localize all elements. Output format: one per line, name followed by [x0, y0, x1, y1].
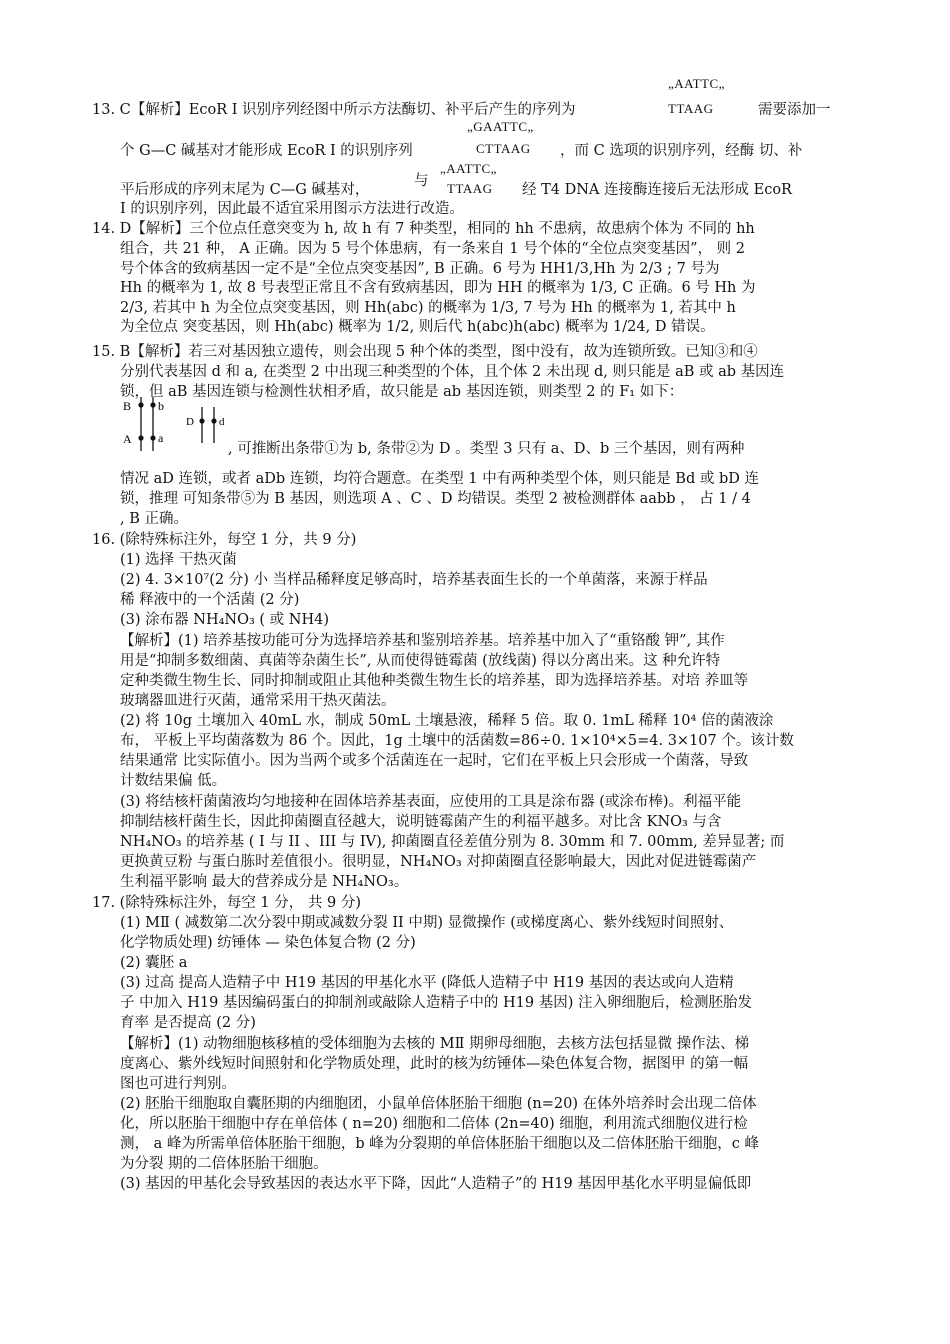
- text-line: ，而 C 选项的识别序列，经酶 切、补: [560, 143, 803, 159]
- text-line: 化学物质处理) 纺锤体 — 染色体复合物 (2 分): [120, 935, 416, 951]
- text-line: (3) 基因的甲基化会导致基因的表达水平下降，因此“人造精子”的 H19 基因甲基化水平明显偏低即: [120, 1176, 752, 1192]
- text-line: 图也可进行判别。: [120, 1076, 236, 1092]
- text-line: NH₄NO₃ 的培养基 ( I 与 II 、III 与 IV), 抑菌圈直径差值分别为 8. 30mm 和 7. 00mm, 差异显著; 而: [120, 834, 785, 850]
- text-line: 结果通常 比实际值小。因为当两个或多个活菌连在一起时，它们在平板上只会形成一个菌落，导致: [120, 753, 749, 769]
- locus-dot: [150, 435, 155, 440]
- text-line: 玻璃器皿进行灭菌，通常采用干热灭菌法。: [120, 693, 396, 709]
- sequence-top-2: „GAATTC„: [467, 119, 534, 134]
- text-line: 组合，共 21 种， A 正确。因为 5 号个体患病，有一条来自 1 号个体的“全位点突变基因”， 则 2: [120, 241, 746, 257]
- text-line: , B 正确。: [120, 511, 188, 527]
- text-line: 测， a 峰为所需单倍体胚胎干细胞，b 峰为分裂期的单倍体胚胎干细胞以及二倍体胚胎干细胞，c 峰: [120, 1136, 759, 1152]
- text-line: I 的识别序列，因此最不适宜采用图示方法进行改造。: [120, 201, 464, 217]
- text-line: 情况 aD 连锁，或者 aDb 连锁，均符合题意。在类型 1 中有两种类型个体，则只能是 Bd 或 bD 连: [120, 471, 759, 487]
- text-line: 平后形成的序列末尾为 C—G 碱基对，: [120, 182, 370, 198]
- text-line: 14. D【解析】三个位点任意突变为 h, 故 h 有 7 种类型，相同的 hh 不患病，故患病个体为 不同的 hh: [92, 221, 755, 237]
- text-line: 生利福平影响 最大的营养成分是 NH₄NO₃。: [120, 874, 409, 890]
- allele-label-A: A: [123, 432, 132, 446]
- text-line: 个 G—C 碱基对才能形成 EcoR I 的识别序列: [120, 143, 413, 159]
- text-line: 16. (除特殊标注外，每空 1 分，共 9 分): [92, 532, 357, 548]
- text-line: (3) 将结核杆菌菌液均匀地接种在固体培养基表面，应使用的工具是涂布器 (或涂布棒)。利福平能: [120, 794, 742, 810]
- text-line: 【解析】(1) 培养基按功能可分为选择培养基和鉴别培养基。培养基中加入了“重铬酸 钾”, 其作: [120, 633, 725, 649]
- text-line: , 可推断出条带①为 b, 条带②为 D 。类型 3 只有 a、D、b 三个基因，则有两种: [228, 441, 745, 457]
- allele-label-B: B: [123, 399, 132, 413]
- text-line: (2) 将 10g 土壤加入 40mL 水，制成 50mL 土壤悬液，稀释 5 倍。取 0. 1mL 稀释 10⁴ 倍的菌液涂: [120, 713, 774, 729]
- allele-label-d: d: [219, 416, 225, 428]
- text-line: 与: [414, 173, 429, 189]
- locus-dot: [138, 435, 143, 440]
- text-line: 锁，推理 可知条带⑤为 B 基因，则选项 A 、C 、D 均错误。类型 2 被检测群体 aabb ， 占 1 / 4: [120, 491, 751, 507]
- text-line: 抑制结核杆菌生长，因此抑菌圈直径越大，说明链霉菌产生的利福平越多。对比含 KNO₃ 与含: [120, 814, 722, 830]
- text-line: 号个体含的致病基因一定不是“全位点突变基因”, B 正确。6 号为 HH1/3,Hh 为 2/3 ; 7 号为: [120, 261, 720, 277]
- text-line: 计数结果偏 低。: [120, 773, 227, 789]
- text-line: 定种类微生物生长、同时抑制或阻止其他种类微生物生长的培养基，即为选择培养基。对培 养皿等: [120, 673, 749, 689]
- text-line: (2) 4. 3×10⁷(2 分) 小 当样品稀释度足够高时，培养基表面生长的一个单菌落，来源于样品: [120, 572, 708, 588]
- text-line: 【解析】(1) 动物细胞核移植的受体细胞为去核的 MⅡ 期卵母细胞，去核方法包括显微 操作法、梯: [120, 1036, 750, 1052]
- sequence-top-1: „AATTC„: [668, 76, 725, 91]
- text-line: (2) 囊胚 a: [120, 955, 188, 971]
- text-line: 为分裂 期的二倍体胚胎干细胞。: [120, 1156, 328, 1172]
- text-line: Hh 的概率为 1, 故 8 号表型正常且不含有致病基因，即为 HH 的概率为 1/3, C 正确。6 号 Hh 为: [120, 280, 756, 296]
- text-line: 育率 是否提高 (2 分): [120, 1015, 256, 1031]
- locus-dot: [138, 402, 143, 407]
- text-line: (1) MⅡ ( 减数第二次分裂中期或减数分裂 II 中期) 显微操作 (或梯度离心、紫外线短时间照射、: [120, 915, 734, 931]
- text-line: (1) 选择 干热灭菌: [120, 552, 237, 568]
- text-line: 需要添加一: [758, 102, 831, 118]
- text-line: (2) 胚胎干细胞取自囊胚期的内细胞团，小鼠单倍体胚胎干细胞 (n=20) 在体外培养时会出现二倍体: [120, 1096, 757, 1112]
- text-line: 分别代表基因 d 和 a, 在类型 2 中出现三种类型的个体，且个体 2 未出现 d, 则只能是 aB 或 ab 基因连: [120, 364, 785, 380]
- text-line: 经 T4 DNA 连接酶连接后无法形成 EcoR: [522, 182, 792, 198]
- allele-label-D: D: [186, 416, 194, 428]
- text-line: 度离心、紫外线短时间照射和化学物质处理，此时的核为纺锤体—染色体复合物，据图甲 的第一幅: [120, 1056, 749, 1072]
- text-line: 13. C【解析】EcoR I 识别序列经图中所示方法酶切、补平后产生的序列为: [92, 102, 576, 118]
- text-line: 17. (除特殊标注外，每空 1 分， 共 9 分): [92, 895, 361, 911]
- locus-dot: [199, 418, 204, 423]
- allele-label-b: b: [158, 399, 164, 413]
- sequence-top-3: „AATTC„: [440, 161, 497, 176]
- text-line: 更换黄豆粉 与蛋白胨时差值很小。很明显，NH₄NO₃ 对抑菌圈直径影响最大，因此对促进链霉菌产: [120, 854, 757, 870]
- chromosome-diagram: [120, 395, 230, 455]
- text-line: (3) 过高 提高人造精子中 H19 基因的甲基化水平 (降低人造精子中 H19 基因的表达或向人造精: [120, 975, 734, 991]
- allele-label-a: a: [158, 431, 164, 445]
- text-line: 用是“抑制多数细菌、真菌等杂菌生长”, 从而使得链霉菌 (放线菌) 得以分离出来。这 种允许特: [120, 653, 721, 669]
- text-line: 15. B【解析】若三对基因独立遗传，则会出现 5 种个体的类型，图中没有，故为连锁所致。已知③和④: [92, 344, 758, 360]
- sequence-bottom-1: TTAAG: [668, 101, 714, 116]
- sequence-bottom-2: CTTAAG: [476, 141, 531, 156]
- text-line: 为全位点 突变基因，则 Hh(abc) 概率为 1/2, 则后代 h(abc)h(abc) 概率为 1/24, D 错误。: [120, 319, 715, 335]
- locus-dot: [211, 418, 216, 423]
- locus-dot: [150, 402, 155, 407]
- text-line: 锁，但 aB 基因连锁与检测性状相矛盾，故只能是 ab 基因连锁，则类型 2 的 F₁ 如下：: [120, 384, 684, 400]
- text-line: 布， 平板上平均菌落数为 86 个。因此，1g 土壤中的活菌数=86÷0. 1×10⁴×5=4. 3×107 个。该计数: [120, 733, 794, 749]
- sequence-bottom-3: TTAAG: [447, 181, 493, 196]
- text-line: 2/3, 若其中 h 为全位点突变基因，则 Hh(abc) 的概率为 1/3, 7 号为 Hh 的概率为 1, 若其中 h: [120, 300, 736, 316]
- text-line: (3) 涂布器 NH₄NO₃ ( 或 NH4): [120, 612, 329, 628]
- text-line: 稀 释液中的一个活菌 (2 分): [120, 592, 300, 608]
- text-line: 化，所以胚胎干细胞中存在单倍体 ( n=20) 细胞和二倍体 (2n=40) 细胞，利用流式细胞仪进行检: [120, 1116, 748, 1132]
- text-line: 子 中加入 H19 基因编码蛋白的抑制剂或敲除人造精子中的 H19 基因) 注入卵细胞后，检测胚胎发: [120, 995, 752, 1011]
